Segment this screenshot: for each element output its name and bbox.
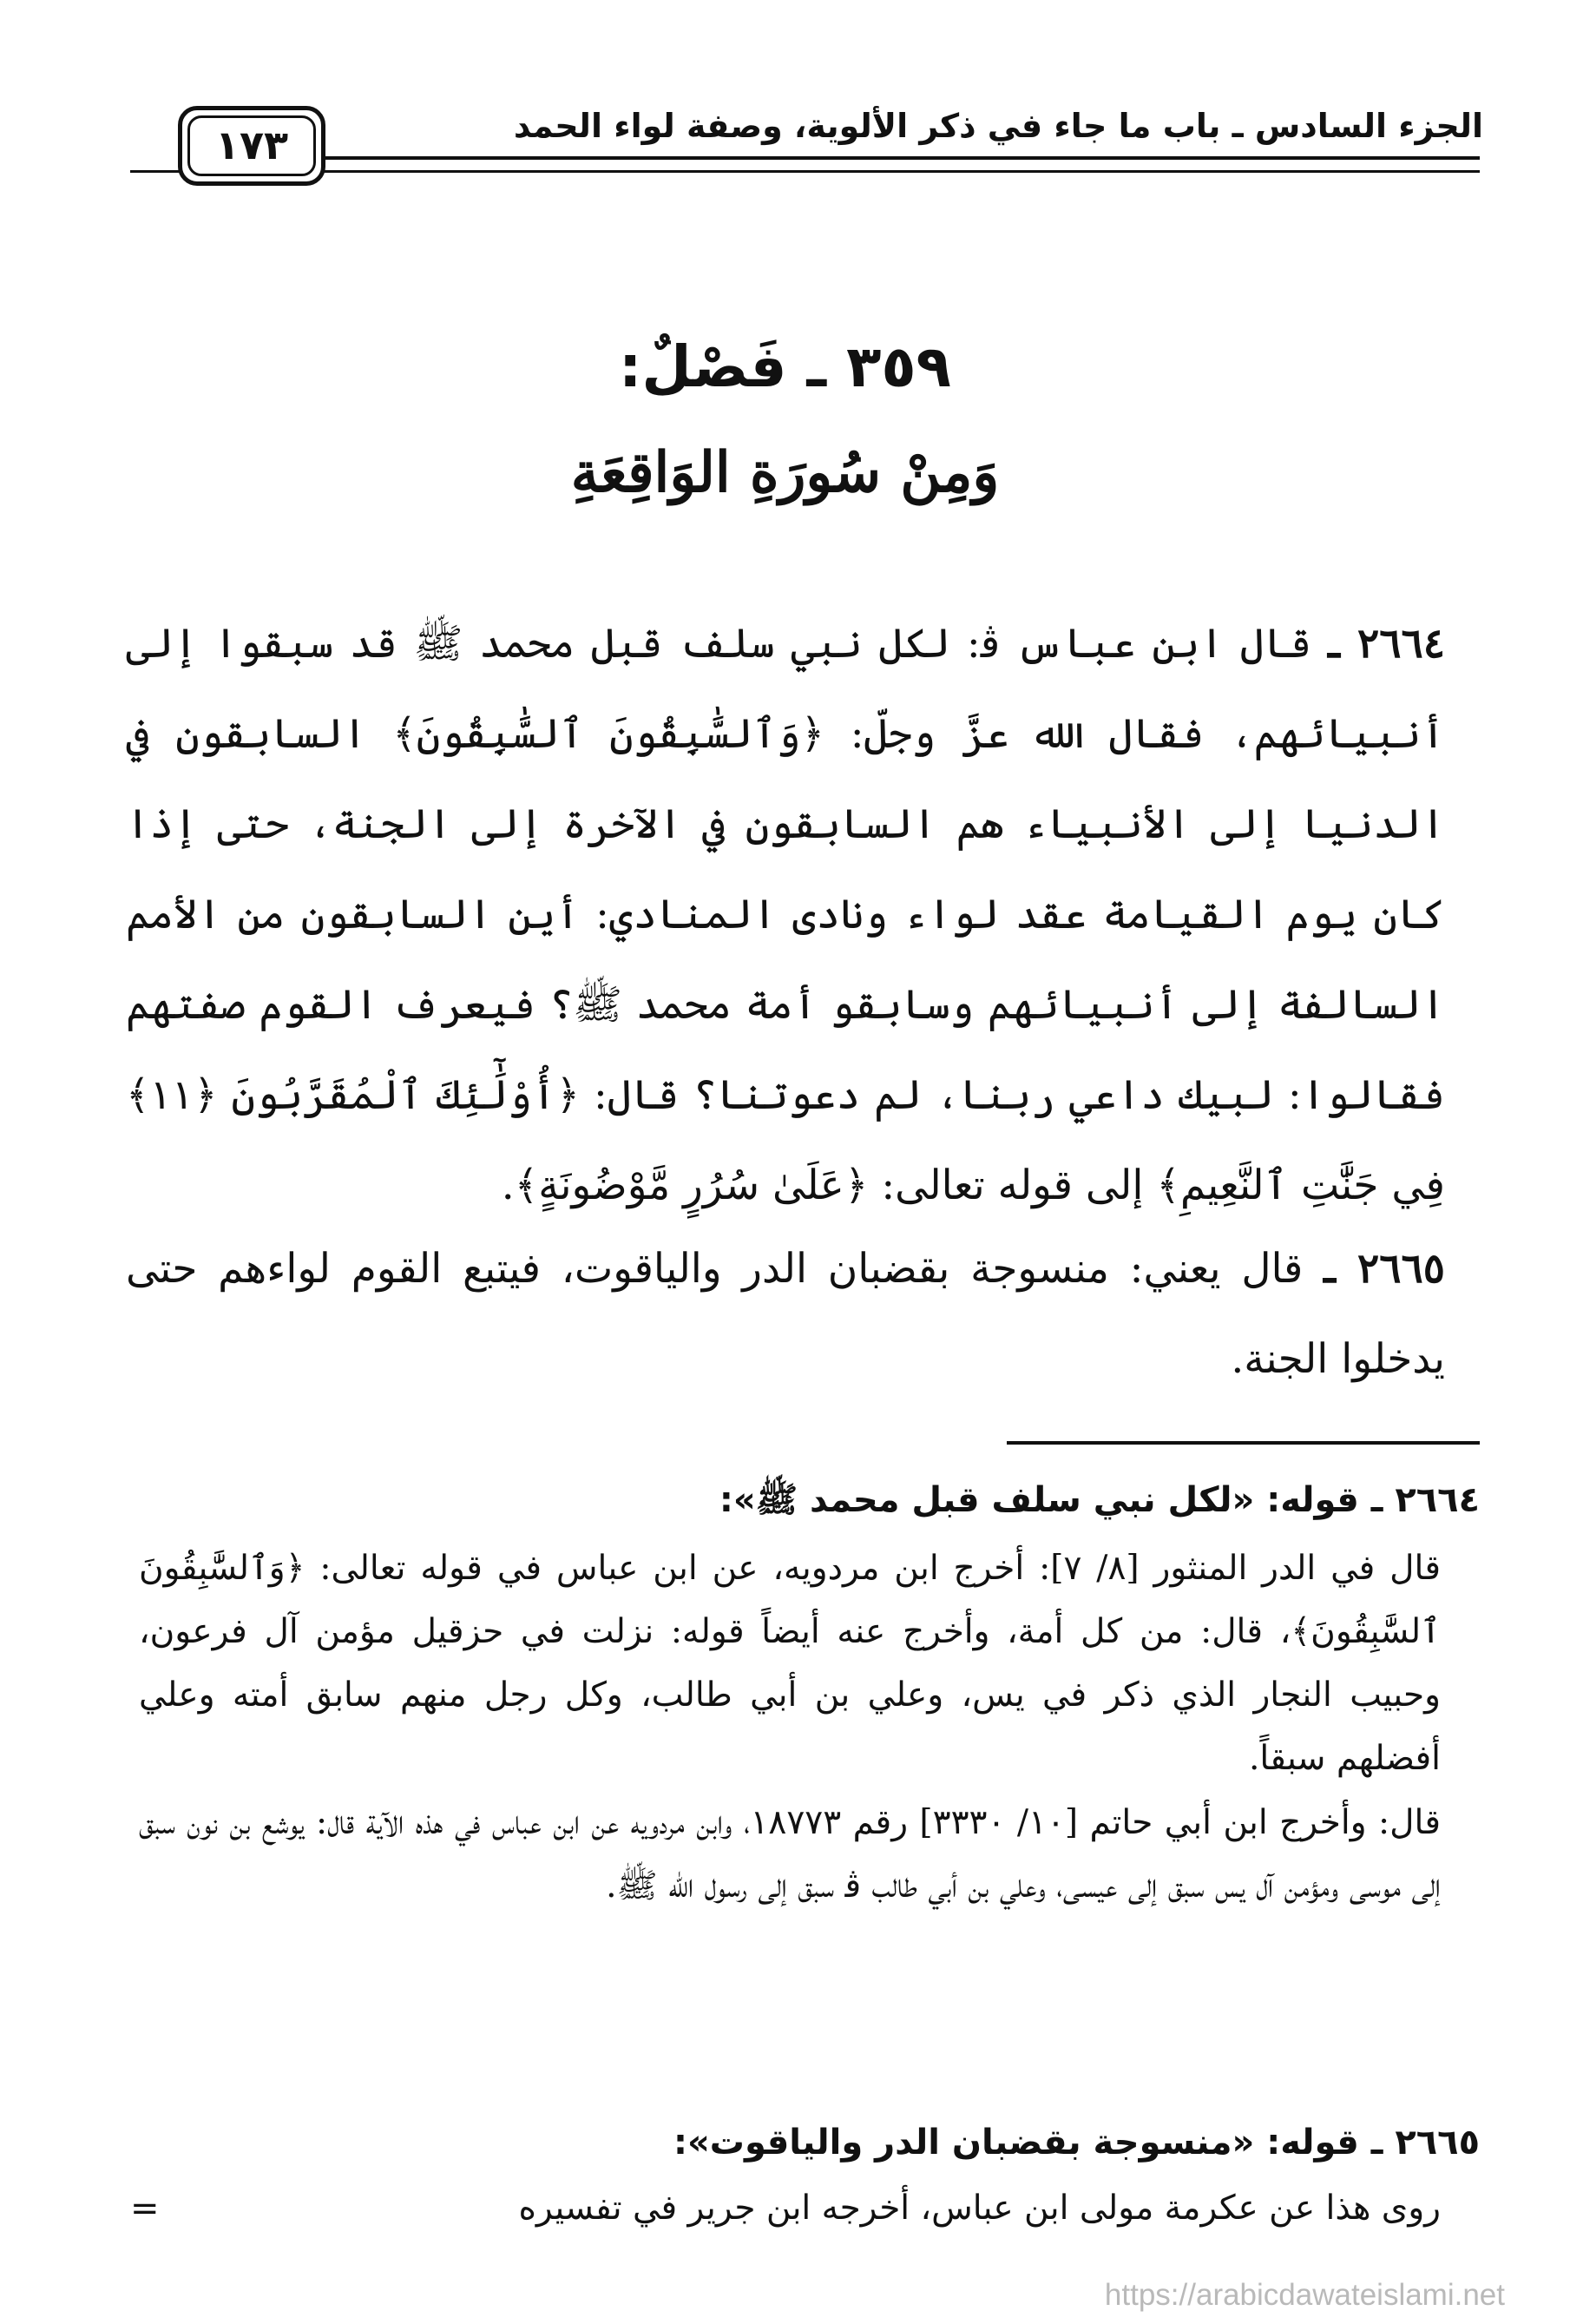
footnote-title: ٢٦٦٤ ـ قوله: «لكل نبي سلف قبل محمد ﷺ»: [719, 1480, 1480, 1520]
header-rule-top [178, 156, 1480, 160]
hadith-paragraph [126, 1224, 1445, 1405]
hadith-number: ٢٦٦٥ ـ [1324, 1245, 1445, 1293]
chapter-subheading: وَمِنْ سُورَةِ الوَاقِعَةِ [570, 440, 1000, 505]
footnote-paragraph [130, 2182, 1441, 2235]
page-number: ١٧٣ [214, 122, 289, 168]
footnote-text: روى هذا عن عكرمة مولى ابن عباس، أخرجه ابن جرير في تفسيره [518, 2189, 1441, 2228]
footnote-paragraph: قال: وأخرج ابن أبي حاتم [١٠/ ٣٣٣٠] رقم ١٨٧٧٣، وابن مردويه عن ابن عباس في هذه الآية قال: يوشع بن نون سبق إلى موسى ومؤمن آل يس سبق إلى عيسى، وعلي بن أبي طالب ﭬ سبق إلى رسول الله ﷺ. [139, 1803, 1441, 1906]
hadith-text: قال يعني: منسوجة بقضبان الدر والياقوت، فيتبع القوم لواءهم حتى يدخلوا الجنة. [126, 1245, 1445, 1383]
footnote-separator [1007, 1441, 1480, 1445]
header-rule-bottom [130, 170, 1480, 173]
hadith-text: قال ابن عباس ﭬ: لكل نبي سلف قبل محمد ﷺ قد سبقوا إلى أنبيائهم، فقال الله عزَّ وجلّ: ﴿وَٱلسَّٰبِقُونَ ٱلسَّٰبِقُونَ﴾ السابقون في الدنيا إلى الأنبياء هم السابقون في الآخرة إلى الجنة، حتى إذا كان يوم القيامة عقد لواء ونادى المنادي: أين السابقون من الأمم السالفة إلى أنبيائهم وسابقو أمة محمد ﷺ؟ فيعرف القوم صفتهم فقالوا: لبيك داعي ربنا، لم دعوتنا؟ قال: ﴿أُوْلَٰٓئِكَ ٱلْمُقَرَّبُونَ ﴿١١﴾ فِي جَنَّٰتِ ٱلنَّعِيمِ﴾ إلى قوله تعالى: ﴿عَلَىٰ سُرُرٍ مَّوْضُونَةٍ﴾. [126, 620, 1445, 1209]
hadith-paragraph [126, 599, 1445, 1231]
footnote-title: ٢٦٦٥ ـ قوله: «منسوجة بقضبان الدر والياقوت»: [673, 2123, 1480, 2163]
watermark-url: https://arabicdawateislami.net [1104, 2278, 1505, 2312]
hadith-number: ٢٦٦٤ ـ [1328, 620, 1445, 668]
chapter-heading: ٣٥٩ ـ فَصْلٌ: [619, 333, 951, 400]
footnote-paragraph: قال في الدر المنثور [٨/ ٧]: أخرج ابن مردويه، عن ابن عباس في قوله تعالى: ﴿وَٱلسَّٰبِقُونَ ٱلسَّٰبِقُونَ﴾، قال: من كل أمة، وأخرج عنه أيضاً قوله: نزلت في حزقيل مؤمن آل فرعون، وحبيب النجار الذي ذكر في يس، وعلي بن أبي طالب، وكل رجل منهم سابق أمته وعلي أفضلهم سبقاً. [139, 1549, 1441, 1778]
continuation-mark: = [130, 2189, 160, 2229]
page-number-frame [178, 106, 325, 186]
running-header: الجزء السادس ـ باب ما جاء في ذكر الألوية، وصفة لواء الحمد [513, 107, 1483, 145]
